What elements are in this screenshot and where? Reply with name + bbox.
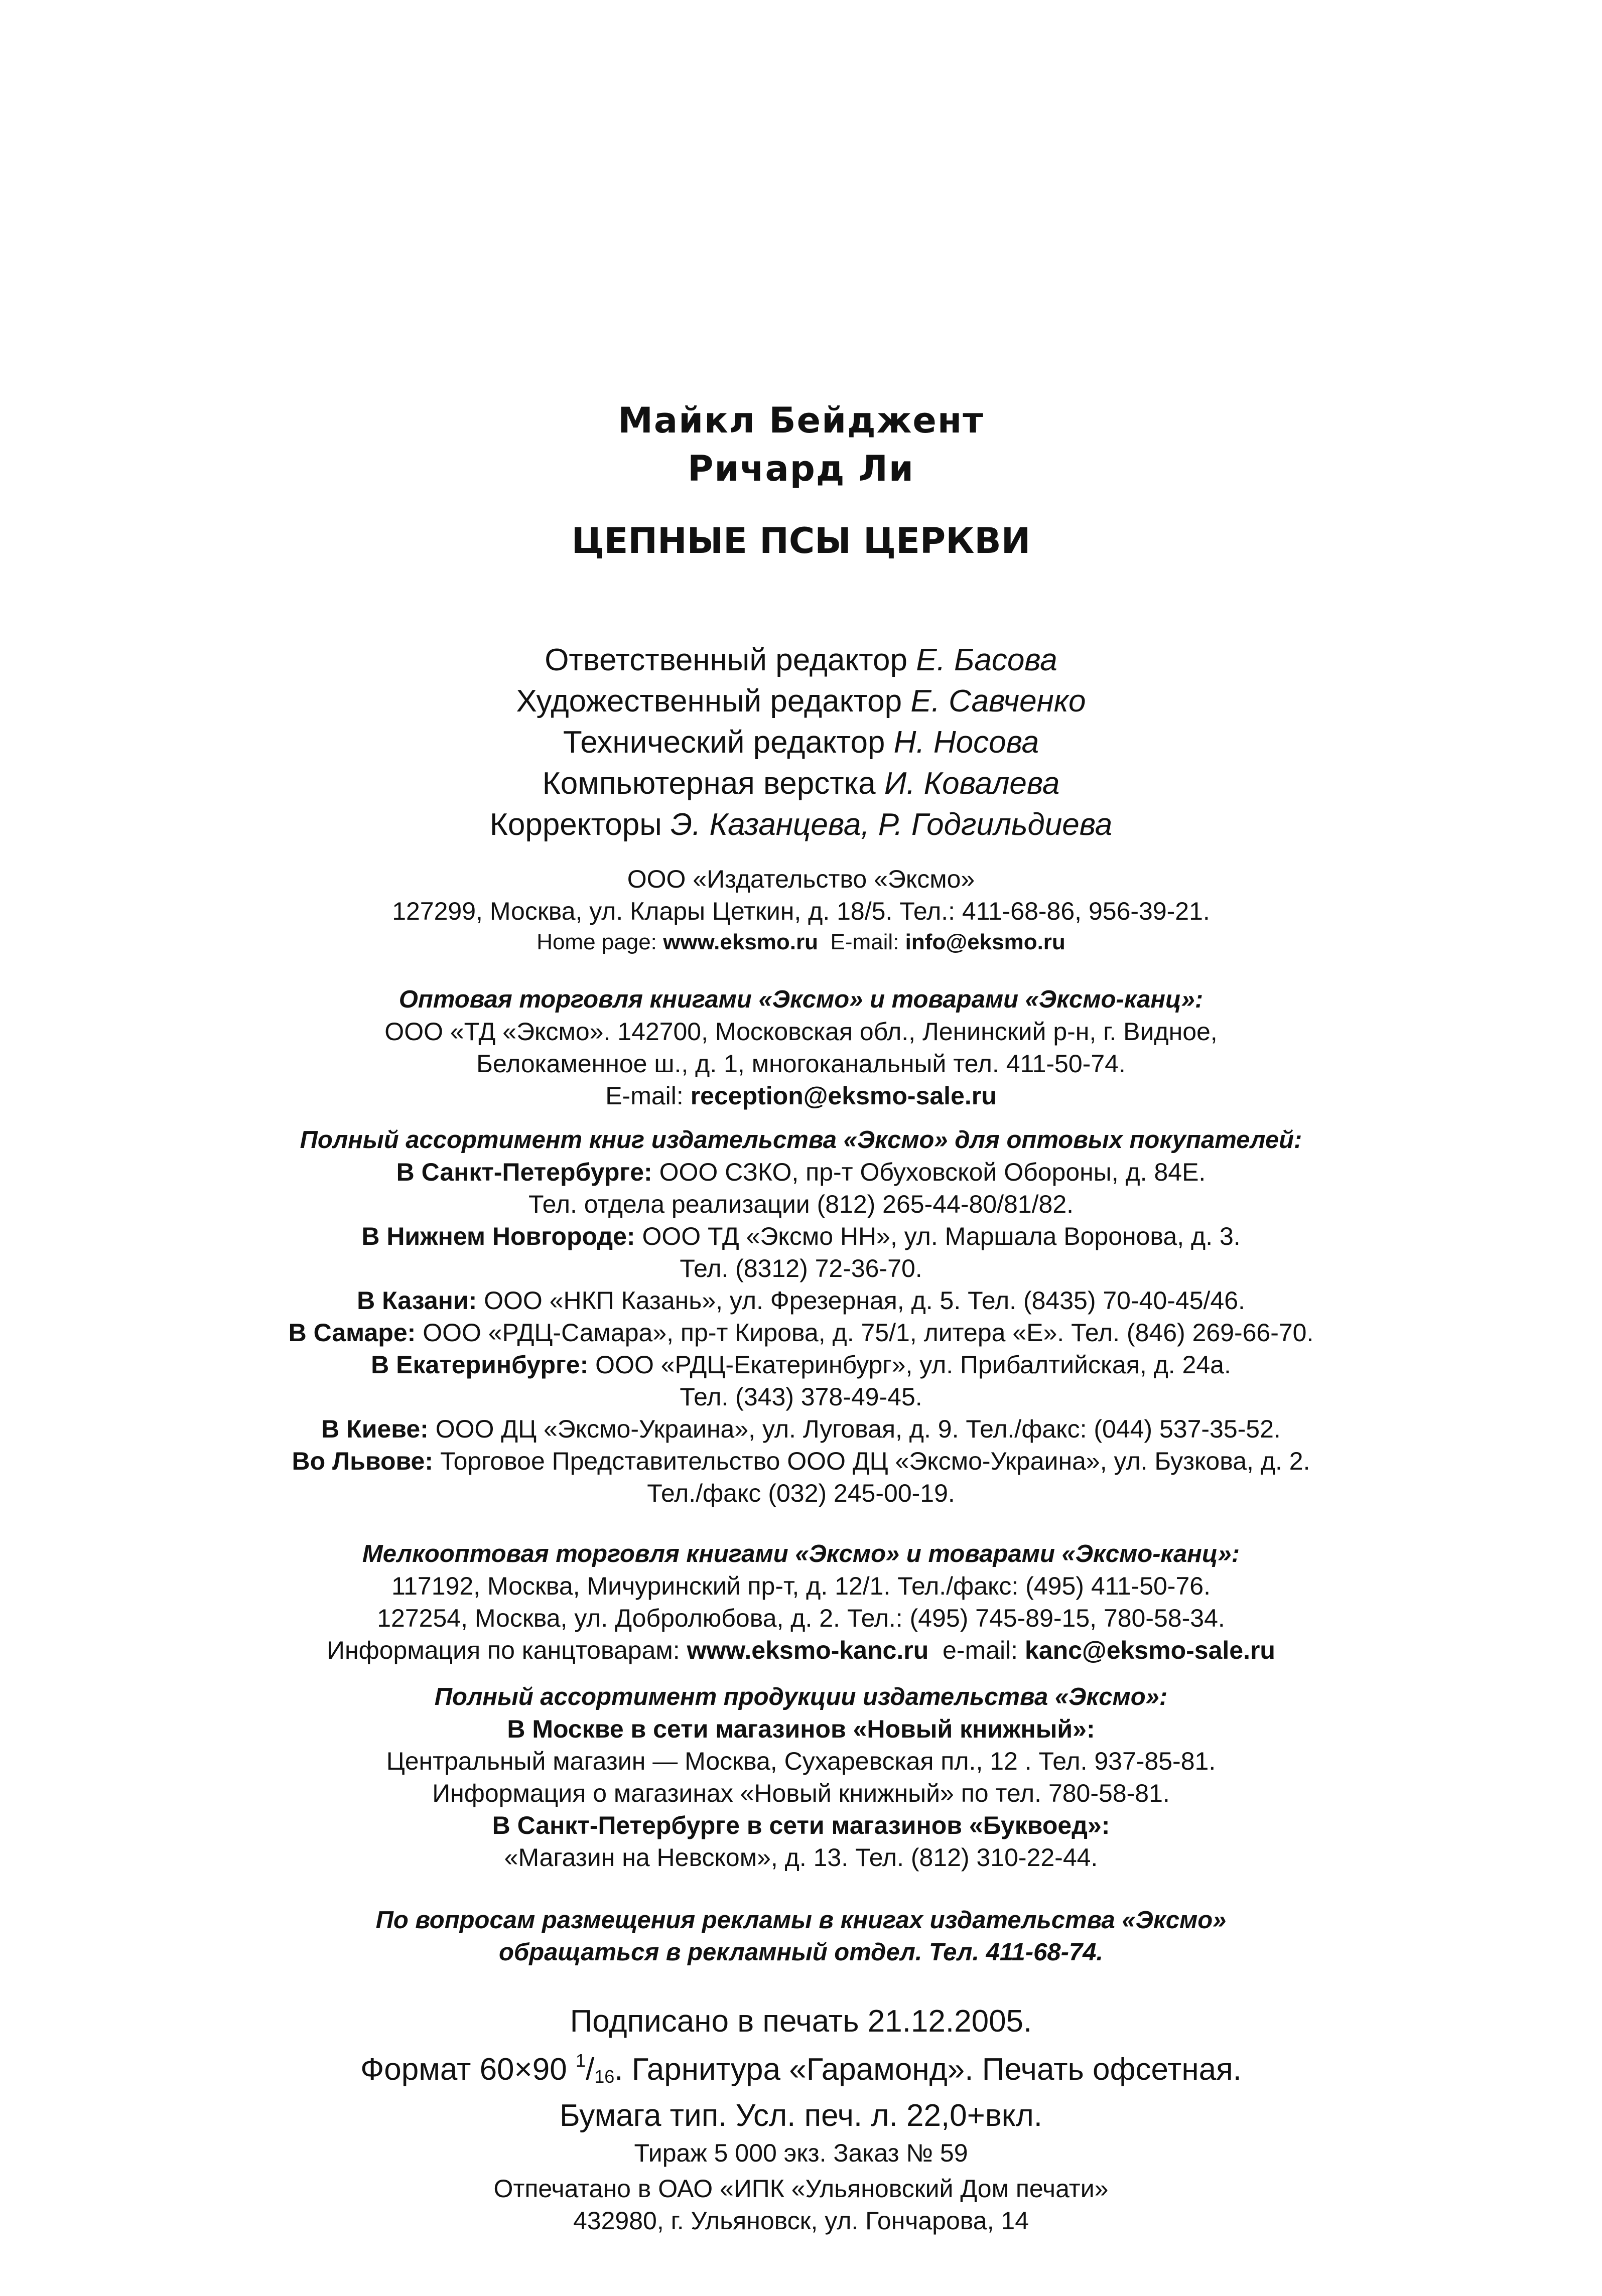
credits-block [0, 640, 1602, 845]
credit-line [0, 804, 1602, 845]
printer-line: 432980, г. Ульяновск, ул. Гончарова, 14 [573, 2207, 1029, 2235]
city-label: В Казани: [357, 1286, 477, 1315]
signed-date: Подписано в печать 21.12.2005. [570, 2004, 1032, 2039]
credit-line [0, 722, 1602, 763]
city-line: В Нижнем Новгороде: ООО ТД «Эксмо НН», ул. Маршала Воронова, д. 3. [361, 1222, 1241, 1250]
retail-line: Центральный магазин — Москва, Сухаревская пл., 12 . Тел. 937-85-81. [386, 1747, 1216, 1775]
city-label: В Киеве: [321, 1415, 429, 1443]
homepage-link[interactable]: www.eksmo.ru [663, 930, 819, 954]
subsection-heading: В Санкт-Петербурге в сети магазинов «Буквоед»: [492, 1811, 1110, 1839]
credit-name: Э. Казанцева, Р. Годгильдиева [671, 807, 1113, 842]
publisher-name: ООО «Издательство «Эксмо» [627, 865, 975, 893]
subsection-heading: В Москве в сети магазинов «Новый книжный»: [507, 1715, 1095, 1743]
city-label: В Санкт-Петербурге: [396, 1158, 652, 1186]
city-line: В Самаре: ООО «РДЦ-Самара», пр-т Кирова, д. 75/1, литера «Е». Тел. (846) 269-66-70. [288, 1319, 1314, 1347]
wholesale-line: ООО «ТД «Эксмо». 142700, Московская обл., Ленинский р-н, г. Видное, [384, 1018, 1218, 1046]
city-line: В Казани: ООО «НКП Казань», ул. Фрезерная, д. 5. Тел. (8435) 70-40-45/46. [357, 1286, 1245, 1315]
credit-name: И. Ковалева [884, 766, 1060, 801]
homepage-link[interactable]: www.eksmo-kanc.ru [687, 1636, 929, 1664]
authors-block [0, 396, 1602, 493]
publisher-address: 127299, Москва, ул. Клары Цеткин, д. 18/5. Тел.: 411-68-86, 956-39-21. [392, 897, 1210, 925]
email-link[interactable]: kanc@eksmo-sale.ru [1024, 1636, 1275, 1664]
retail-line: Информация о магазинах «Новый книжный» по тел. 780-58-81. [432, 1779, 1170, 1807]
credit-role: Компьютерная верстка [542, 766, 876, 801]
run-line: Тираж 5 000 экз. Заказ № 59 [634, 2139, 968, 2167]
paper-line: Бумага тип. Усл. печ. л. 22,0+вкл. [559, 2098, 1043, 2133]
imprint-block [0, 2002, 1602, 2171]
printer-line: Отпечатано в ОАО «ИПК «Ульяновский Дом печати» [493, 2175, 1109, 2203]
city-tel: Тел. отдела реализации (812) 265-44-80/81/82. [528, 1190, 1074, 1218]
city-tel: Тел. (8312) 72-36-70. [680, 1254, 922, 1282]
author-name: Ричард Ли [688, 448, 914, 489]
advert-line: обращаться в рекламный отдел. Тел. 411-68-74. [498, 1939, 1104, 1966]
credit-role: Технический редактор [563, 725, 885, 760]
credit-line [0, 640, 1602, 681]
city-line: В Екатеринбурге: ООО «РДЦ-Екатеринбург», ул. Прибалтийская, д. 24а. [371, 1351, 1231, 1379]
author-name: Майкл Бейджент [618, 400, 984, 441]
city-tel: Тел./факс (032) 245-00-19. [647, 1479, 955, 1507]
credit-line [0, 763, 1602, 804]
advert-line: По вопросам размещения рекламы в книгах издательства «Эксмо» [375, 1907, 1227, 1934]
city-label: В Екатеринбурге: [371, 1351, 589, 1379]
credit-line [0, 681, 1602, 722]
advert-block [0, 1904, 1602, 1968]
retail-line: «Магазин на Невском», д. 13. Тел. (812) 310-22-44. [504, 1843, 1098, 1872]
credit-role: Корректоры [489, 807, 662, 842]
credit-name: Е. Басова [916, 643, 1057, 677]
wholesale-email: E-mail: reception@eksmo-sale.ru [605, 1082, 997, 1110]
city-line: В Киеве: ООО ДЦ «Эксмо-Украина», ул. Луговая, д. 9. Тел./факс: (044) 537-35-52. [321, 1415, 1281, 1443]
city-line: Во Львове: Торговое Представительство ООО ДЦ «Эксмо-Украина», ул. Бузкова, д. 2. [292, 1447, 1310, 1475]
credit-name: Н. Носова [893, 725, 1039, 760]
email-link[interactable]: reception@eksmo-sale.ru [690, 1082, 997, 1110]
small-wholesale-block [0, 1538, 1602, 1666]
city-line: В Санкт-Петербурге: ООО СЗКО, пр-т Обуховской Обороны, д. 84Е. [396, 1158, 1206, 1186]
wholesale-block [0, 983, 1602, 1112]
section-heading: Полный ассортимент книг издательства «Эксмо» для оптовых покупателей: [300, 1126, 1302, 1154]
printer-block [0, 2173, 1602, 2237]
credit-role: Художественный редактор [516, 684, 902, 719]
small-wholesale-line: 117192, Москва, Мичуринский пр-т, д. 12/1. Тел./факс: (495) 411-50-76. [391, 1572, 1211, 1600]
city-tel: Тел. (343) 378-49-45. [680, 1383, 922, 1411]
format-line: Формат 60×90 $^1/_{16}$. Гарнитура «Гарамонд». Печать офсетная. [360, 2050, 1242, 2087]
kanc-info-line: Информация по канцтоварам: www.eksmo-kanc.ru e-mail: kanc@eksmo-sale.ru [327, 1636, 1275, 1664]
section-heading: Мелкооптовая торговля книгами «Эксмо» и товарами «Эксмо-канц»: [362, 1540, 1240, 1567]
assortment-block [0, 1124, 1602, 1509]
city-label: В Самаре: [288, 1319, 416, 1347]
book-title-block [0, 517, 1602, 565]
credit-role: Ответственный редактор [545, 643, 907, 677]
city-label: Во Львове: [292, 1447, 434, 1475]
retail-block [0, 1681, 1602, 1874]
book-title: ЦЕПНЫЕ ПСЫ ЦЕРКВИ [571, 520, 1031, 561]
small-wholesale-line: 127254, Москва, ул. Добролюбова, д. 2. Тел.: (495) 745-89-15, 780-58-34. [377, 1604, 1225, 1632]
email-link[interactable]: info@eksmo.ru [905, 930, 1065, 954]
credit-name: Е. Савченко [910, 684, 1086, 719]
city-label: В Нижнем Новгороде: [361, 1222, 635, 1250]
section-heading: Полный ассортимент продукции издательства «Эксмо»: [434, 1683, 1168, 1710]
publisher-block [0, 863, 1602, 957]
section-heading: Оптовая торговля книгами «Эксмо» и товарами «Эксмо-канц»: [398, 986, 1204, 1013]
wholesale-line: Белокаменное ш., д. 1, многоканальный тел. 411-50-74. [476, 1050, 1126, 1078]
publisher-contacts: Home page: www.eksmo.ru E-mail: info@eksmo.ru [537, 930, 1065, 954]
